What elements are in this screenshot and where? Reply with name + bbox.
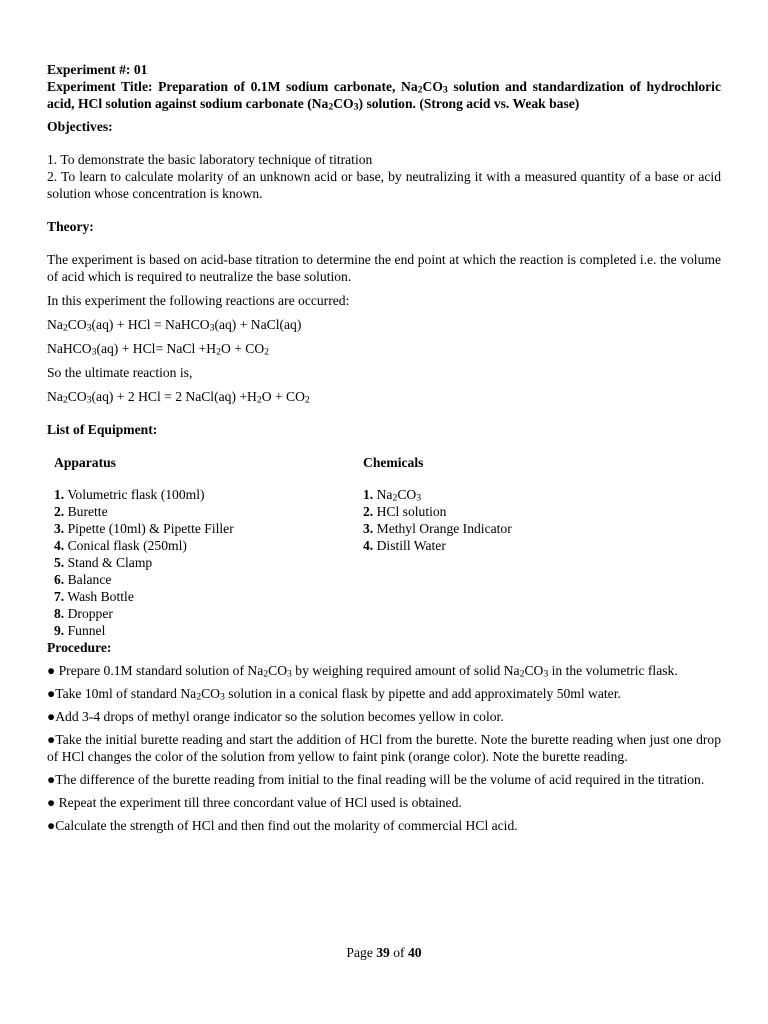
procedure-step: ● Repeat the experiment till three concordant value of HCl used is obtained. bbox=[47, 795, 462, 810]
theory-paragraph: So the ultimate reaction is, bbox=[47, 365, 193, 380]
document-content bbox=[47, 61, 721, 834]
page-number-total: 40 bbox=[407, 945, 422, 960]
theory-paragraph: The experiment is based on acid-base titration to determine the end point at which the reaction is completed i.e. the volume of acid which is required to neutralize the base solution. bbox=[47, 252, 721, 284]
procedure-step: ●Take the initial burette reading and start the addition of HCl from the burette. Note the burette reading when just one drop of HCl changes the color of the solution from yellow to faint pink (orange color). Note the burette reading. bbox=[47, 732, 721, 764]
list-item: 7. Wash Bottle bbox=[54, 589, 134, 604]
bullet-icon: ● bbox=[47, 818, 56, 833]
list-item: 4. Distill Water bbox=[363, 538, 446, 553]
objectives-heading: Objectives: bbox=[47, 119, 113, 134]
procedure-step: ●The difference of the burette reading from initial to the final reading will be the volume of acid required in the titration. bbox=[47, 772, 705, 787]
procedure-step: ●Calculate the strength of HCl and then find out the molarity of commercial HCl acid. bbox=[47, 818, 518, 833]
bullet-icon: ● bbox=[47, 709, 56, 724]
page-footer: Page 39 of 40 bbox=[346, 945, 422, 960]
equipment-heading: List of Equipment: bbox=[47, 422, 158, 437]
objective-item: 1. To demonstrate the basic laboratory technique of titration bbox=[47, 152, 373, 167]
objective-item: 2. To learn to calculate molarity of an unknown acid or base, by neutralizing it with a measured quantity of a base or acid solution whose concentration is known. bbox=[47, 169, 721, 201]
list-item: 2. Burette bbox=[54, 504, 108, 519]
reaction-equation: NaHCO$_3$(aq) + HCl= NaCl $+H_2O + CO_2$ bbox=[47, 341, 270, 358]
list-item: 3. Pipette (10ml) & Pipette Filler bbox=[54, 521, 234, 536]
list-item: 8. Dropper bbox=[54, 606, 113, 621]
list-item: 6. Balance bbox=[54, 572, 112, 587]
experiment-number: Experiment #: 01 bbox=[47, 62, 148, 77]
chemicals-heading: Chemicals bbox=[363, 455, 424, 470]
bullet-icon: ● bbox=[47, 732, 56, 747]
list-item: 9. Funnel bbox=[54, 623, 106, 638]
list-item: 1. $Na_2CO_3$ bbox=[363, 487, 422, 504]
procedure-step: ● Prepare 0.1M standard solution of $Na_2CO_3$ by weighing required amount of solid $Na_2CO_3$ in the volumetric flask. bbox=[47, 663, 678, 680]
apparatus-list bbox=[47, 454, 363, 639]
chemicals-list bbox=[363, 454, 703, 639]
list-item: 2. HCl solution bbox=[363, 504, 447, 519]
procedure-step: ●Take 10ml of standard $Na_2CO_3$ solution in a conical flask by pipette and add approximately 50ml water. bbox=[47, 686, 621, 703]
list-item: 3. Methyl Orange Indicator bbox=[363, 521, 512, 536]
bullet-icon: ● bbox=[47, 772, 56, 787]
bullet-icon: ● bbox=[47, 663, 56, 678]
apparatus-heading: Apparatus bbox=[54, 455, 116, 470]
reaction-equation: $Na_2CO_3(aq) + 2$ HCl = 2 NaCl(aq) $+H_2O + CO_2$ bbox=[47, 389, 310, 406]
page-number-current: 39 bbox=[376, 945, 390, 960]
theory-paragraph: In this experiment the following reactions are occurred: bbox=[47, 293, 350, 308]
list-item: 5. Stand & Clamp bbox=[54, 555, 153, 570]
procedure-step: ●Add 3-4 drops of methyl orange indicator so the solution becomes yellow in color. bbox=[47, 709, 504, 724]
list-item: 4. Conical flask (250ml) bbox=[54, 538, 187, 553]
procedure-heading: Procedure: bbox=[47, 640, 112, 655]
equipment-lists bbox=[47, 454, 721, 639]
list-item: 1. Volumetric flask (100ml) bbox=[54, 487, 205, 502]
experiment-title: Experiment Title: Preparation of 0.1M sodium carbonate, $Na_2CO_3$ solution and standardization of hydrochloric acid, HCl solution against sodium carbonate $(Na_2CO_3)$ solution. (Strong acid vs. Weak base) bbox=[47, 79, 721, 113]
theory-heading: Theory: bbox=[47, 219, 94, 234]
bullet-icon: ● bbox=[47, 686, 56, 701]
bullet-icon: ● bbox=[47, 795, 56, 810]
reaction-equation: $Na_2CO_3(aq)$ + HCl = NaHCO$_3$(aq) + NaCl(aq) bbox=[47, 317, 302, 334]
